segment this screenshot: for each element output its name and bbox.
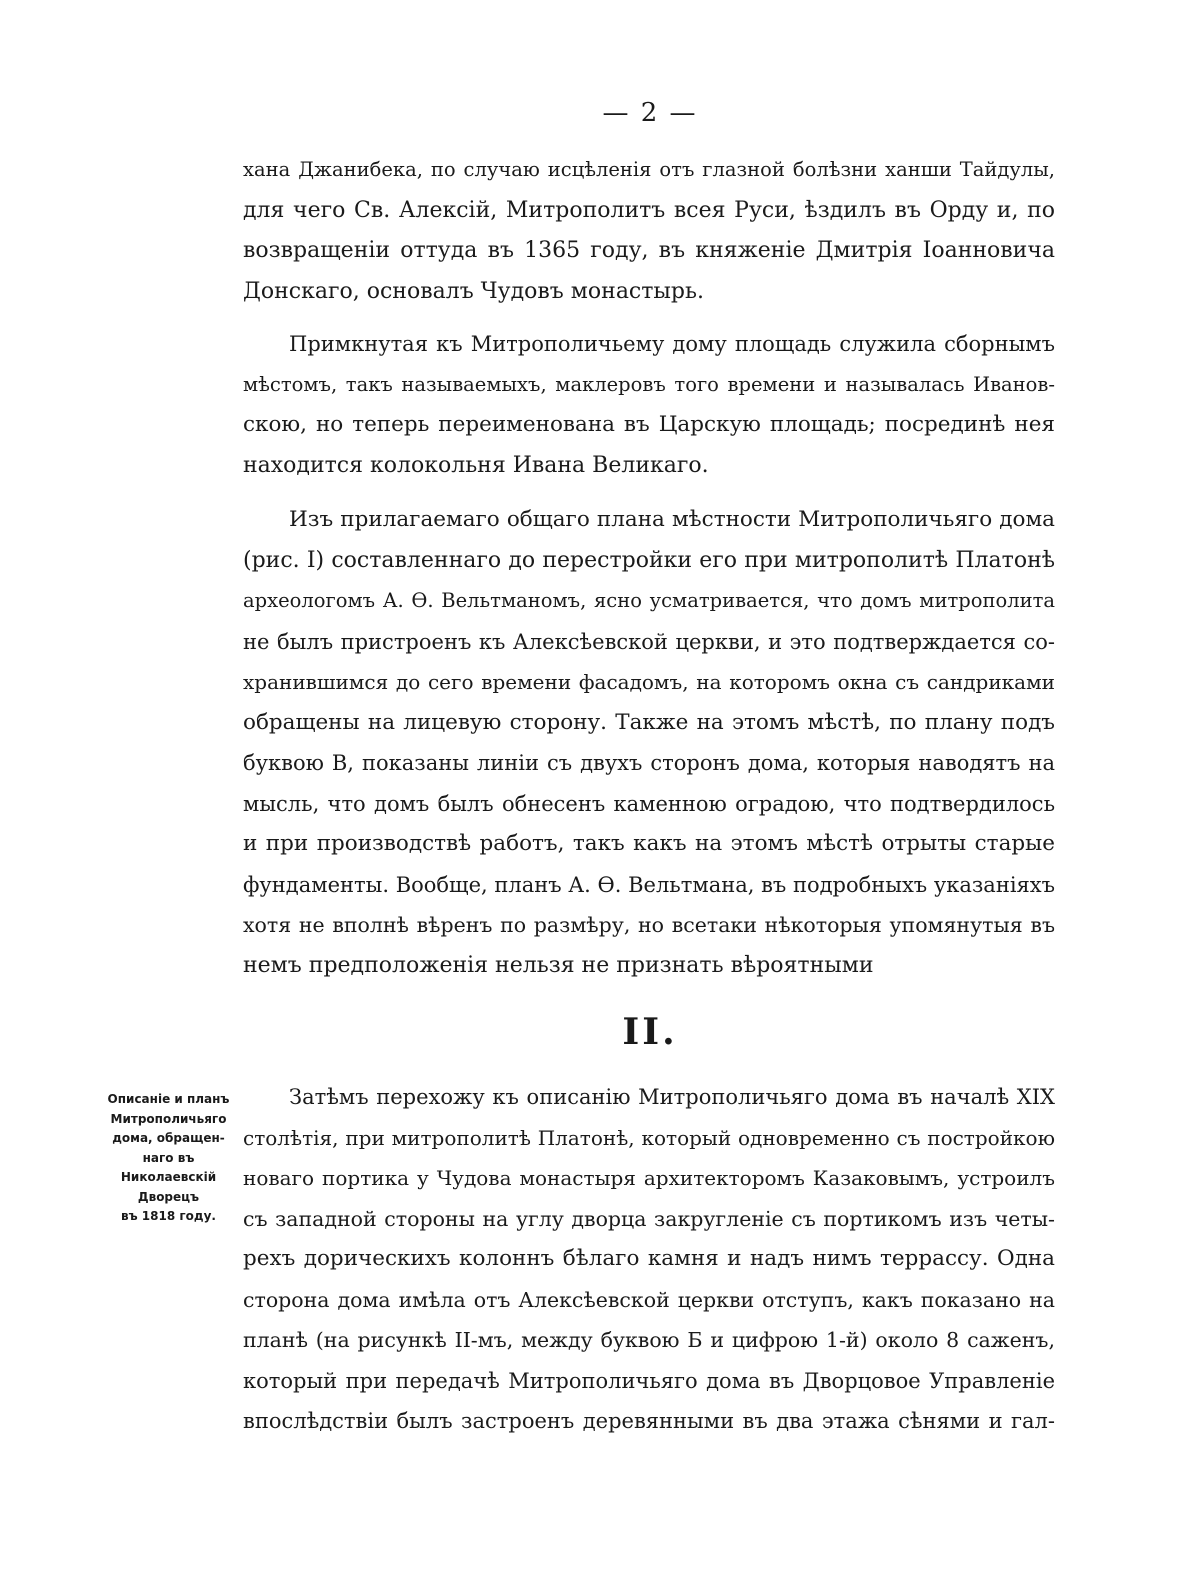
text-line: впослѣдствіи былъ застроенъ деревянными въ два этажа сѣнями и гал- [243,1409,1055,1433]
margin-note-line: дома, обращен- [112,1131,225,1145]
text-line: скою, но теперь переименована въ Царскую площадь; посрединѣ нея [243,412,1055,437]
paragraph-1 [243,150,1055,312]
text-line: находится колокольня Ивана Великаго. [243,452,709,478]
margin-note [106,1090,231,1227]
text-line: обращены на лицевую сторону. Также на этомъ мѣстѣ, по плану подъ [243,709,1055,735]
text-line: фундаменты. Вообще, планъ А. Ѳ. Вельтмана, въ подробныхъ указаніяхъ [243,872,1055,897]
section-heading: II. [622,1011,678,1053]
text-line: хана Джанибека, по случаю исцѣленія отъ глазной болѣзни ханши Тайдулы, [243,158,1055,181]
text-line: немъ предположенія нельзя не признать вѣроятными [243,952,874,978]
text-line: столѣтія, при митрополитѣ Платонѣ, который одновременно съ постройкою [243,1125,1055,1150]
margin-note-line: въ 1818 году. [121,1209,216,1223]
text-line: Изъ прилагаемаго общаго плана мѣстности Митрополичьяго дома [289,507,1055,532]
margin-note-line: наго въ [142,1150,195,1165]
text-line: мысль, что домъ былъ обнесенъ каменною оградою, что подтвердилось [243,791,1055,816]
text-line: мѣстомъ, такъ называемыхъ, маклеровъ того времени и называлась Иванов- [243,372,1055,396]
text-line: сторона дома имѣла отъ Алексѣевской церкви отступъ, какъ показано на [243,1287,1055,1312]
text-line: Затѣмъ перехожу къ описанію Митрополичьяго дома въ началѣ XIX [289,1085,1055,1109]
text-line: буквою В, показаны линіи съ двухъ сторонъ дома, которыя наводятъ на [243,751,1055,775]
text-line: и при производствѣ работъ, такъ какъ на этомъ мѣстѣ отрыты старые [243,831,1055,856]
margin-note-line: Дворецъ [137,1189,200,1204]
text-line: (рис. I) составленнаго до перестройки его при митрополитѣ Платонѣ [243,547,1055,573]
paragraph-3 [243,500,1055,986]
page-number: — 2 — [602,98,698,128]
paragraph-4 [243,1077,1055,1442]
margin-note-line: Николаевскій [120,1170,217,1184]
text-line: возвращеніи оттуда въ 1365 году, въ княженіе Дмитрія Іоанновича [243,238,1055,263]
text-line: для чего Св. Алексій, Митрополитъ всея Руси, ѣздилъ въ Орду и, по [243,197,1055,223]
text-line: который при передачѣ Митрополичьяго дома въ Дворцовое Управленіе [243,1368,1055,1393]
text-line: не былъ пристроенъ къ Алексѣевской церкви, и это подтверждается со- [243,629,1055,654]
text-line: планѣ (на рисункѣ II-мъ, между буквою Б и цифрою 1-й) около 8 саженъ, [243,1328,1055,1352]
paragraph-2 [243,324,1055,486]
margin-note-line: Описаніе и планъ [107,1092,230,1106]
text-line: Примкнутая къ Митрополичьему дому площадь служила сборнымъ [289,332,1055,356]
margin-note-line: Митрополичьяго [110,1111,227,1126]
text-line: съ западной стороны на углу дворца закругленіе съ портикомъ изъ четы- [243,1206,1055,1231]
text-line: Донскаго, основалъ Чудовъ монастырь. [243,278,704,304]
text-line: новаго портика у Чудова монастыря архитекторомъ Казаковымъ, устроилъ [243,1166,1055,1190]
text-line: хранившимся до сего времени фасадомъ, на которомъ окна съ сандриками [243,670,1055,694]
text-line: хотя не вполнѣ вѣренъ по размѣру, но всетаки нѣкоторыя упомянутыя въ [243,913,1055,937]
text-line: рехъ дорическихъ колоннъ бѣлаго камня и надъ нимъ террассу. Одна [243,1246,1055,1271]
text-line: археологомъ А. Ѳ. Вельтманомъ, ясно усматривается, что домъ митрополита [243,589,1055,612]
